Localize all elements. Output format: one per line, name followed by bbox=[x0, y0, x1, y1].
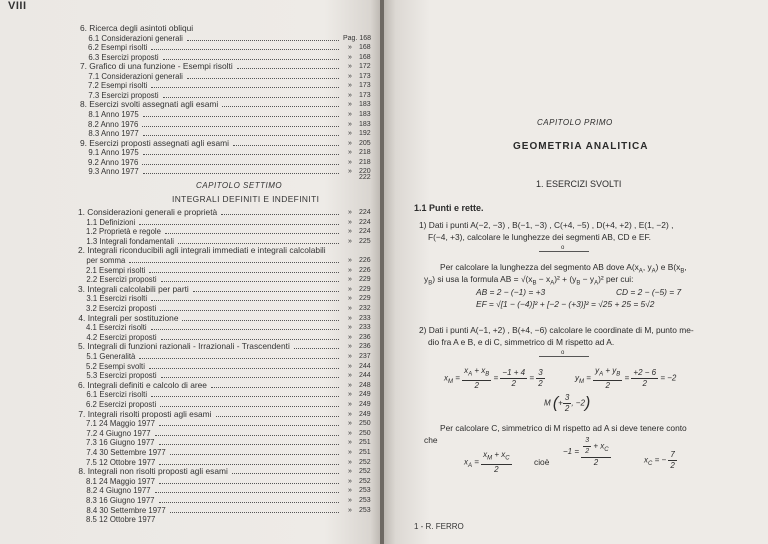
toc-page-number: 233 bbox=[359, 324, 371, 332]
toc-entry-text: 5.3 Esercizi proposti bbox=[86, 371, 157, 381]
toc-marker: » bbox=[348, 120, 352, 128]
toc-entry-text: 9. Esercizi proposti assegnati agli esami bbox=[80, 137, 229, 148]
toc-leader-dots bbox=[142, 163, 339, 165]
toc-page-number: 232 bbox=[359, 305, 371, 312]
toc-entry-text: 5. Integrali di funzioni razionali - Irrazionali - Trascendenti bbox=[78, 341, 290, 352]
toc-entry-text: 2. Integrali riconducibili agli integrali immediati e integrali calcolabili bbox=[78, 245, 326, 256]
toc-entry-text: 6.1 Considerazioni generali bbox=[88, 33, 183, 43]
toc-marker: » bbox=[348, 139, 352, 147]
toc-page-number: 244 bbox=[359, 372, 371, 380]
toc-marker: » bbox=[348, 410, 352, 418]
toc-entry-text: 1.3 Integrali fondamentali bbox=[86, 236, 174, 246]
toc-entry-text: 3. Integrali calcolabili per parti bbox=[78, 283, 189, 294]
toc-leader-dots bbox=[187, 39, 339, 41]
chapter-title: INTEGRALI DEFINITI E INDEFINITI bbox=[172, 194, 320, 204]
toc-marker: » bbox=[348, 266, 352, 274]
toc-leader-dots bbox=[187, 77, 339, 79]
toc-page-number: 249 bbox=[359, 410, 371, 418]
toc-page-number: 236 bbox=[359, 343, 371, 351]
separator-mark: o bbox=[561, 245, 565, 251]
toc-leader-dots bbox=[163, 58, 339, 60]
toc-marker: » bbox=[348, 63, 352, 71]
toc-entry-text: 9.2 Anno 1976 bbox=[88, 157, 139, 167]
toc-marker: » bbox=[348, 91, 352, 99]
page-footer: 1 - R. FERRO bbox=[414, 522, 464, 531]
toc-leader-dots bbox=[178, 242, 339, 244]
toc-leader-dots bbox=[151, 395, 339, 397]
toc-leader-dots bbox=[232, 472, 339, 474]
toc-marker: » bbox=[348, 391, 352, 399]
formula-xa: $x_A$ = $\frac{x_M + x_C}{2}$ bbox=[464, 450, 510, 474]
exercise-2-line-1: 2) Dati i punti A(−1, +2) , B(+4, −6) calcolare le coordinate di M, punto me- bbox=[419, 325, 694, 335]
toc-leader-dots bbox=[193, 290, 339, 292]
formula-ab: AB = 2 − (−1) = +3 bbox=[476, 287, 546, 297]
toc-leader-dots bbox=[143, 134, 339, 136]
toc-page-number: 173 bbox=[359, 91, 371, 99]
toc-entry-text: 6.3 Esercizi proposti bbox=[88, 52, 159, 62]
toc-marker: » bbox=[348, 130, 352, 138]
chapter-label: CAPITOLO SETTIMO bbox=[196, 181, 283, 190]
toc-page-number: 173 bbox=[359, 72, 371, 80]
toc-marker: » bbox=[348, 497, 352, 504]
toc-page-number: 252 bbox=[359, 458, 371, 466]
toc-entry-text: 7.5 12 Ottobre 1977 bbox=[86, 457, 156, 467]
toc-page-number: 225 bbox=[359, 237, 371, 245]
exercise-1-line-2: F(−4, +3), calcolare le lunghezze dei segmenti AB, CD e EF. bbox=[428, 232, 651, 242]
toc-leader-dots bbox=[216, 415, 339, 417]
page-number: VIII bbox=[8, 0, 27, 12]
toc-leader-dots bbox=[159, 424, 339, 426]
toc-leader-dots bbox=[151, 328, 339, 330]
toc-entry-text: 7. Grafico di una funzione - Esempi risolti bbox=[80, 61, 233, 72]
toc-leader-dots bbox=[155, 434, 339, 436]
toc-page-number: 237 bbox=[359, 353, 371, 360]
toc-page-number: 251 bbox=[359, 439, 371, 447]
toc-marker: » bbox=[348, 305, 352, 312]
toc-page-number: 229 bbox=[359, 285, 371, 293]
toc-page-number: 253 bbox=[359, 497, 371, 504]
toc-page-number: 233 bbox=[359, 314, 371, 322]
toc-page-number: 226 bbox=[359, 257, 371, 264]
toc-leader-dots bbox=[161, 280, 339, 282]
chapter-label: CAPITOLO PRIMO bbox=[537, 118, 613, 127]
toc-marker: » bbox=[348, 420, 352, 428]
toc-leader-dots bbox=[159, 482, 339, 484]
toc-entry-text: 8.1 Anno 1975 bbox=[88, 109, 139, 119]
exercise-1-line-1: 1) Dati i punti A(−2, −3) , B(−1, −3) , C(+4, −5) , D(+4, +2) , E(1, −2) , bbox=[419, 220, 674, 230]
toc-marker: » bbox=[348, 158, 352, 166]
toc-leader-dots bbox=[222, 105, 339, 107]
toc-marker: » bbox=[348, 72, 352, 80]
toc-entry-text: 8.2 Anno 1976 bbox=[88, 119, 139, 129]
left-page bbox=[0, 0, 382, 544]
toc-page-number: 229 bbox=[359, 295, 371, 303]
explanation-1-line-1: Per calcolare la lunghezza del segmento AB dove $A(x_A$, $y_A$) e $B(x_B$, bbox=[440, 262, 687, 275]
toc-entry-text: 6. Integrali definiti e calcolo di aree bbox=[78, 379, 207, 390]
toc-entry-text: 8.2 4 Giugno 1977 bbox=[86, 486, 151, 496]
toc-entry-text: per somma bbox=[86, 256, 126, 265]
toc-entry-text: 8.1 24 Maggio 1977 bbox=[86, 476, 155, 486]
toc-entry-text: 8. Integrali non risolti proposti agli esami bbox=[78, 466, 228, 477]
toc-marker: » bbox=[348, 401, 352, 408]
toc-leader-dots bbox=[159, 501, 340, 503]
toc-entry-text: 5.1 Generalità bbox=[86, 352, 136, 361]
toc-page-number: 244 bbox=[359, 362, 371, 370]
toc-leader-dots bbox=[160, 405, 339, 407]
table-of-contents bbox=[0, 0, 382, 544]
toc-leader-dots bbox=[161, 376, 339, 378]
toc-page-number: 224 bbox=[359, 228, 371, 236]
toc-marker: » bbox=[348, 228, 352, 236]
toc-marker: » bbox=[348, 506, 352, 514]
toc-page-number: 251 bbox=[359, 449, 371, 456]
word-cioe: cioè bbox=[534, 457, 550, 467]
toc-marker: » bbox=[348, 295, 352, 303]
toc-page-number: 224 bbox=[359, 218, 371, 226]
toc-entry-text: 5.2 Esempi svolti bbox=[86, 361, 145, 371]
toc-leader-dots bbox=[163, 96, 339, 98]
toc-leader-dots bbox=[211, 386, 339, 388]
toc-page-number: 168 bbox=[359, 53, 371, 61]
toc-entry-text: 3.1 Esercizi risolti bbox=[86, 294, 148, 304]
formula-xc: $x_C$ = − $\frac{7}{2}$ bbox=[644, 450, 675, 470]
toc-entry-text: 6. Ricerca degli asintoti obliqui bbox=[80, 23, 194, 33]
toc-leader-dots bbox=[129, 261, 339, 263]
toc-page-number: 248 bbox=[359, 381, 371, 389]
toc-page-number: 226 bbox=[359, 266, 371, 274]
toc-page-number: 252 bbox=[359, 477, 371, 485]
formula-cd: CD = 2 − (−5) = 7 bbox=[616, 287, 682, 297]
toc-page-number: 168 bbox=[359, 44, 371, 52]
toc-entry-text: 6.1 Esercizi risolti bbox=[86, 390, 148, 400]
toc-marker: » bbox=[348, 372, 352, 380]
toc-marker: » bbox=[348, 218, 352, 226]
toc-entry-text: 4.2 Esercizi proposti bbox=[86, 332, 157, 342]
toc-page-number: Pag. 168 bbox=[343, 34, 372, 42]
toc-leader-dots bbox=[170, 453, 339, 455]
toc-entry-text: 8.5 12 Ottobre 1977 bbox=[86, 515, 156, 525]
toc-leader-dots bbox=[159, 443, 340, 445]
toc-marker: » bbox=[348, 110, 352, 118]
toc-marker: » bbox=[348, 285, 352, 293]
explanation-1-line-2: $y_B$) si usa la formula AB = $√(x_B - x_A)^2 + (y_B - y_A)^2$ per cui: bbox=[424, 274, 634, 287]
toc-entry-text: 7.3 Esercizi proposti bbox=[88, 90, 159, 100]
chapter-title: GEOMETRIA ANALITICA bbox=[513, 141, 649, 152]
explanation-2-line-1: Per calcolare C, simmetrico di M rispetto ad A si deve tenere conto bbox=[440, 423, 687, 433]
toc-marker: » bbox=[348, 209, 352, 216]
subsection-title: 1.1 Punti e rette. bbox=[414, 203, 484, 213]
toc-leader-dots bbox=[221, 213, 339, 215]
toc-marker: » bbox=[348, 53, 352, 61]
formula-ef: EF = √[1 − (−4)]² + [−2 − (+3)]² = √25 + 25 = 5√2 bbox=[476, 299, 655, 309]
toc-page-number: 249 bbox=[359, 401, 371, 408]
toc-entry-text: 2.2 Esercizi proposti bbox=[86, 275, 157, 285]
explanation-2-line-2: che bbox=[424, 435, 438, 445]
toc-marker: » bbox=[348, 314, 352, 322]
toc-page-number: 183 bbox=[359, 120, 371, 128]
toc-leader-dots bbox=[165, 232, 339, 234]
toc-marker: » bbox=[348, 257, 352, 264]
toc-marker: » bbox=[348, 149, 352, 157]
separator-mark: o bbox=[561, 350, 565, 356]
toc-leader-dots bbox=[160, 309, 339, 311]
toc-marker: » bbox=[348, 168, 352, 176]
toc-entry-text: 4.1 Esercizi risolti bbox=[86, 323, 147, 333]
toc-leader-dots bbox=[151, 48, 339, 50]
toc-page-number: 205 bbox=[359, 139, 371, 147]
toc-page-number: 252 bbox=[359, 468, 371, 476]
toc-entry-text: 8. Esercizi svolti assegnati agli esami bbox=[80, 99, 219, 110]
toc-leader-dots bbox=[143, 153, 339, 155]
toc-marker: » bbox=[348, 237, 352, 245]
section-title: 1. ESERCIZI SVOLTI bbox=[536, 179, 622, 189]
toc-entry-text: 7.1 Considerazioni generali bbox=[88, 71, 183, 81]
toc-marker: » bbox=[348, 487, 352, 495]
separator bbox=[539, 356, 589, 357]
toc-page-number: 173 bbox=[359, 82, 371, 90]
toc-entry-text: 7.2 4 Giugno 1977 bbox=[86, 428, 151, 438]
toc-page-number: 236 bbox=[359, 333, 371, 341]
toc-leader-dots bbox=[237, 67, 339, 69]
toc-page-number: 250 bbox=[359, 420, 371, 428]
toc-entry-text: 7.1 24 Maggio 1977 bbox=[86, 419, 155, 429]
toc-leader-dots bbox=[159, 463, 339, 465]
toc-leader-dots bbox=[182, 319, 339, 321]
toc-entry-text: 1. Considerazioni generali e proprietà bbox=[78, 207, 218, 217]
right-page bbox=[384, 0, 768, 544]
toc-marker: » bbox=[348, 468, 352, 476]
toc-page-number: 183 bbox=[359, 110, 371, 118]
toc-leader-dots bbox=[170, 511, 339, 513]
toc-leader-dots bbox=[149, 367, 339, 369]
toc-entry-text: 7. Integrali risolti proposti agli esami bbox=[78, 408, 212, 419]
toc-entry-text: 6.2 Esempi risolti bbox=[88, 43, 148, 53]
toc-leader-dots bbox=[139, 357, 339, 359]
toc-page-number: 229 bbox=[359, 276, 371, 284]
toc-marker: » bbox=[348, 353, 352, 360]
toc-marker: » bbox=[348, 381, 352, 389]
toc-leader-dots bbox=[151, 86, 339, 88]
toc-marker: » bbox=[348, 276, 352, 284]
toc-entry-text: 4. Integrali per sostituzione bbox=[78, 312, 179, 323]
toc-marker: » bbox=[348, 82, 352, 90]
toc-entry-text: 8.3 Anno 1977 bbox=[88, 129, 139, 139]
separator bbox=[539, 251, 589, 252]
toc-entry-text: 1.1 Definizioni bbox=[86, 217, 136, 227]
toc-leader-dots bbox=[151, 299, 339, 301]
toc-page-number: 192 bbox=[359, 130, 371, 138]
exercise-2-line-2: dio fra A e B, e di C, simmetrico di M rispetto ad A. bbox=[428, 337, 615, 347]
formula-xm: $x_M$ = $\frac{x_A + x_B}{2}$ = $\frac{-1 + 4}{2}$ = $\frac{3}{2}$ bbox=[444, 366, 543, 390]
toc-page-number: 249 bbox=[359, 391, 371, 399]
toc-page-number: 253 bbox=[359, 506, 371, 514]
toc-entry-text: 7.4 30 Settembre 1977 bbox=[86, 448, 166, 457]
toc-marker: » bbox=[348, 449, 352, 456]
toc-marker: » bbox=[348, 343, 352, 351]
toc-marker: » bbox=[348, 362, 352, 370]
point-m: M (+ $\frac{3}{2}$ , −2) bbox=[544, 393, 591, 413]
formula-ym: $y_M$ = $\frac{y_A + y_B}{2}$ = $\frac{+2 - 6}{2}$ = −2 bbox=[575, 366, 677, 390]
toc-leader-dots bbox=[161, 338, 339, 340]
toc-marker: » bbox=[348, 458, 352, 466]
toc-leader-dots bbox=[143, 115, 339, 117]
toc-entry-text: 6.2 Esercizi proposti bbox=[86, 400, 157, 409]
toc-entry-text: 8.3 16 Giugno 1977 bbox=[86, 496, 155, 505]
toc-leader-dots bbox=[294, 347, 339, 349]
toc-entry-text: 7.3 16 Giugno 1977 bbox=[86, 438, 155, 448]
toc-marker: » bbox=[348, 429, 352, 437]
toc-marker: » bbox=[348, 44, 352, 52]
toc-marker: » bbox=[348, 324, 352, 332]
toc-page-number: 218 bbox=[359, 158, 371, 166]
toc-page-number: 224 bbox=[359, 209, 371, 216]
toc-leader-dots bbox=[233, 144, 339, 146]
toc-entry-text: 2.1 Esempi risolti bbox=[86, 265, 146, 275]
toc-entry-text: 7.2 Esempi risolti bbox=[88, 81, 148, 91]
toc-page-number: 250 bbox=[359, 429, 371, 437]
toc-leader-dots bbox=[143, 172, 339, 174]
formula-c: −1 = $\frac{3}{2}$ + $x_C$ 2 bbox=[563, 437, 609, 467]
toc-page-number: 253 bbox=[359, 487, 371, 495]
toc-page-number: 220 bbox=[359, 168, 371, 176]
toc-marker: » bbox=[348, 101, 352, 109]
toc-page-number: 218 bbox=[359, 149, 371, 157]
toc-page-number: 172 bbox=[359, 63, 371, 71]
toc-leader-dots bbox=[149, 271, 339, 273]
toc-entry-text: 9.3 Anno 1977 bbox=[88, 167, 139, 177]
toc-page-number: 183 bbox=[359, 101, 371, 109]
toc-marker: » bbox=[348, 439, 352, 447]
toc-leader-dots bbox=[142, 125, 339, 127]
toc-leader-dots bbox=[155, 491, 339, 493]
toc-marker: » bbox=[348, 477, 352, 485]
toc-entry-text: 3.2 Esercizi proposti bbox=[86, 304, 157, 313]
toc-entry-text: 1.2 Proprietà e regole bbox=[86, 227, 161, 237]
toc-leader-dots bbox=[139, 223, 339, 225]
toc-marker: » bbox=[348, 333, 352, 341]
toc-page-number: 222 bbox=[359, 174, 371, 181]
toc-entry-text: 9.1 Anno 1975 bbox=[88, 148, 139, 158]
toc-entry-text: 8.4 30 Settembre 1977 bbox=[86, 505, 166, 515]
